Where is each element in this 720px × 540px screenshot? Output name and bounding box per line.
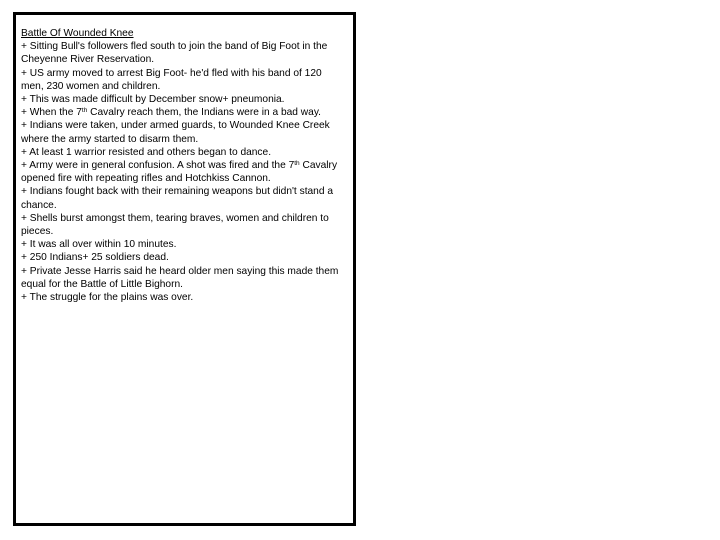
bullet-point: + Shells burst amongst them, tearing braves, women and children to pieces. (21, 212, 329, 238)
bullet-point: + This was made difficult by December snow+ pneumonia. (21, 94, 285, 106)
bullet-point: + The struggle for the plains was over. (21, 292, 194, 304)
bullet-point: + Private Jesse Harris said he heard older men saying this made them equal for the Battle of Little Bighorn. (21, 265, 339, 290)
bullet-point: + 250 Indians+ 25 soldiers dead. (21, 252, 169, 264)
bullet-point: + Sitting Bull's followers fled south to join the band of Big Foot in the Cheyenne River Reservation. (21, 41, 328, 66)
bullet-text-pre: + When the 7 (21, 107, 82, 119)
card-content (16, 15, 353, 304)
ordinal-suffix: th (294, 160, 300, 168)
bullet-point (21, 159, 347, 185)
bullet-point: + Indians were taken, under armed guards, to Wounded Knee Creek where the army started to disarm them. (21, 120, 330, 145)
slide-card (13, 12, 356, 526)
bullet-point: + It was all over within 10 minutes. (21, 239, 177, 251)
bullet-point: + Indians fought back with their remaining weapons but didn't stand a chance. (21, 186, 334, 211)
bullet-text-post: Cavalry opened fire with repeating rifles and Hotchkiss Cannon. (21, 160, 338, 185)
bullet-point: + US army moved to arrest Big Foot- he'd fled with his band of 120 men, 230 women and children. (21, 67, 322, 92)
bullet-point: + At least 1 warrior resisted and others began to dance. (21, 146, 272, 158)
bullet-text-pre: + Army were in general confusion. A shot was fired and the 7 (21, 160, 295, 172)
page-title: Battle Of Wounded Knee (21, 28, 134, 39)
ordinal-suffix: th (81, 107, 88, 115)
bullet-text-post: Cavalry reach them, the Indians were in a bad way. (87, 107, 321, 119)
bullet-point (21, 106, 347, 119)
